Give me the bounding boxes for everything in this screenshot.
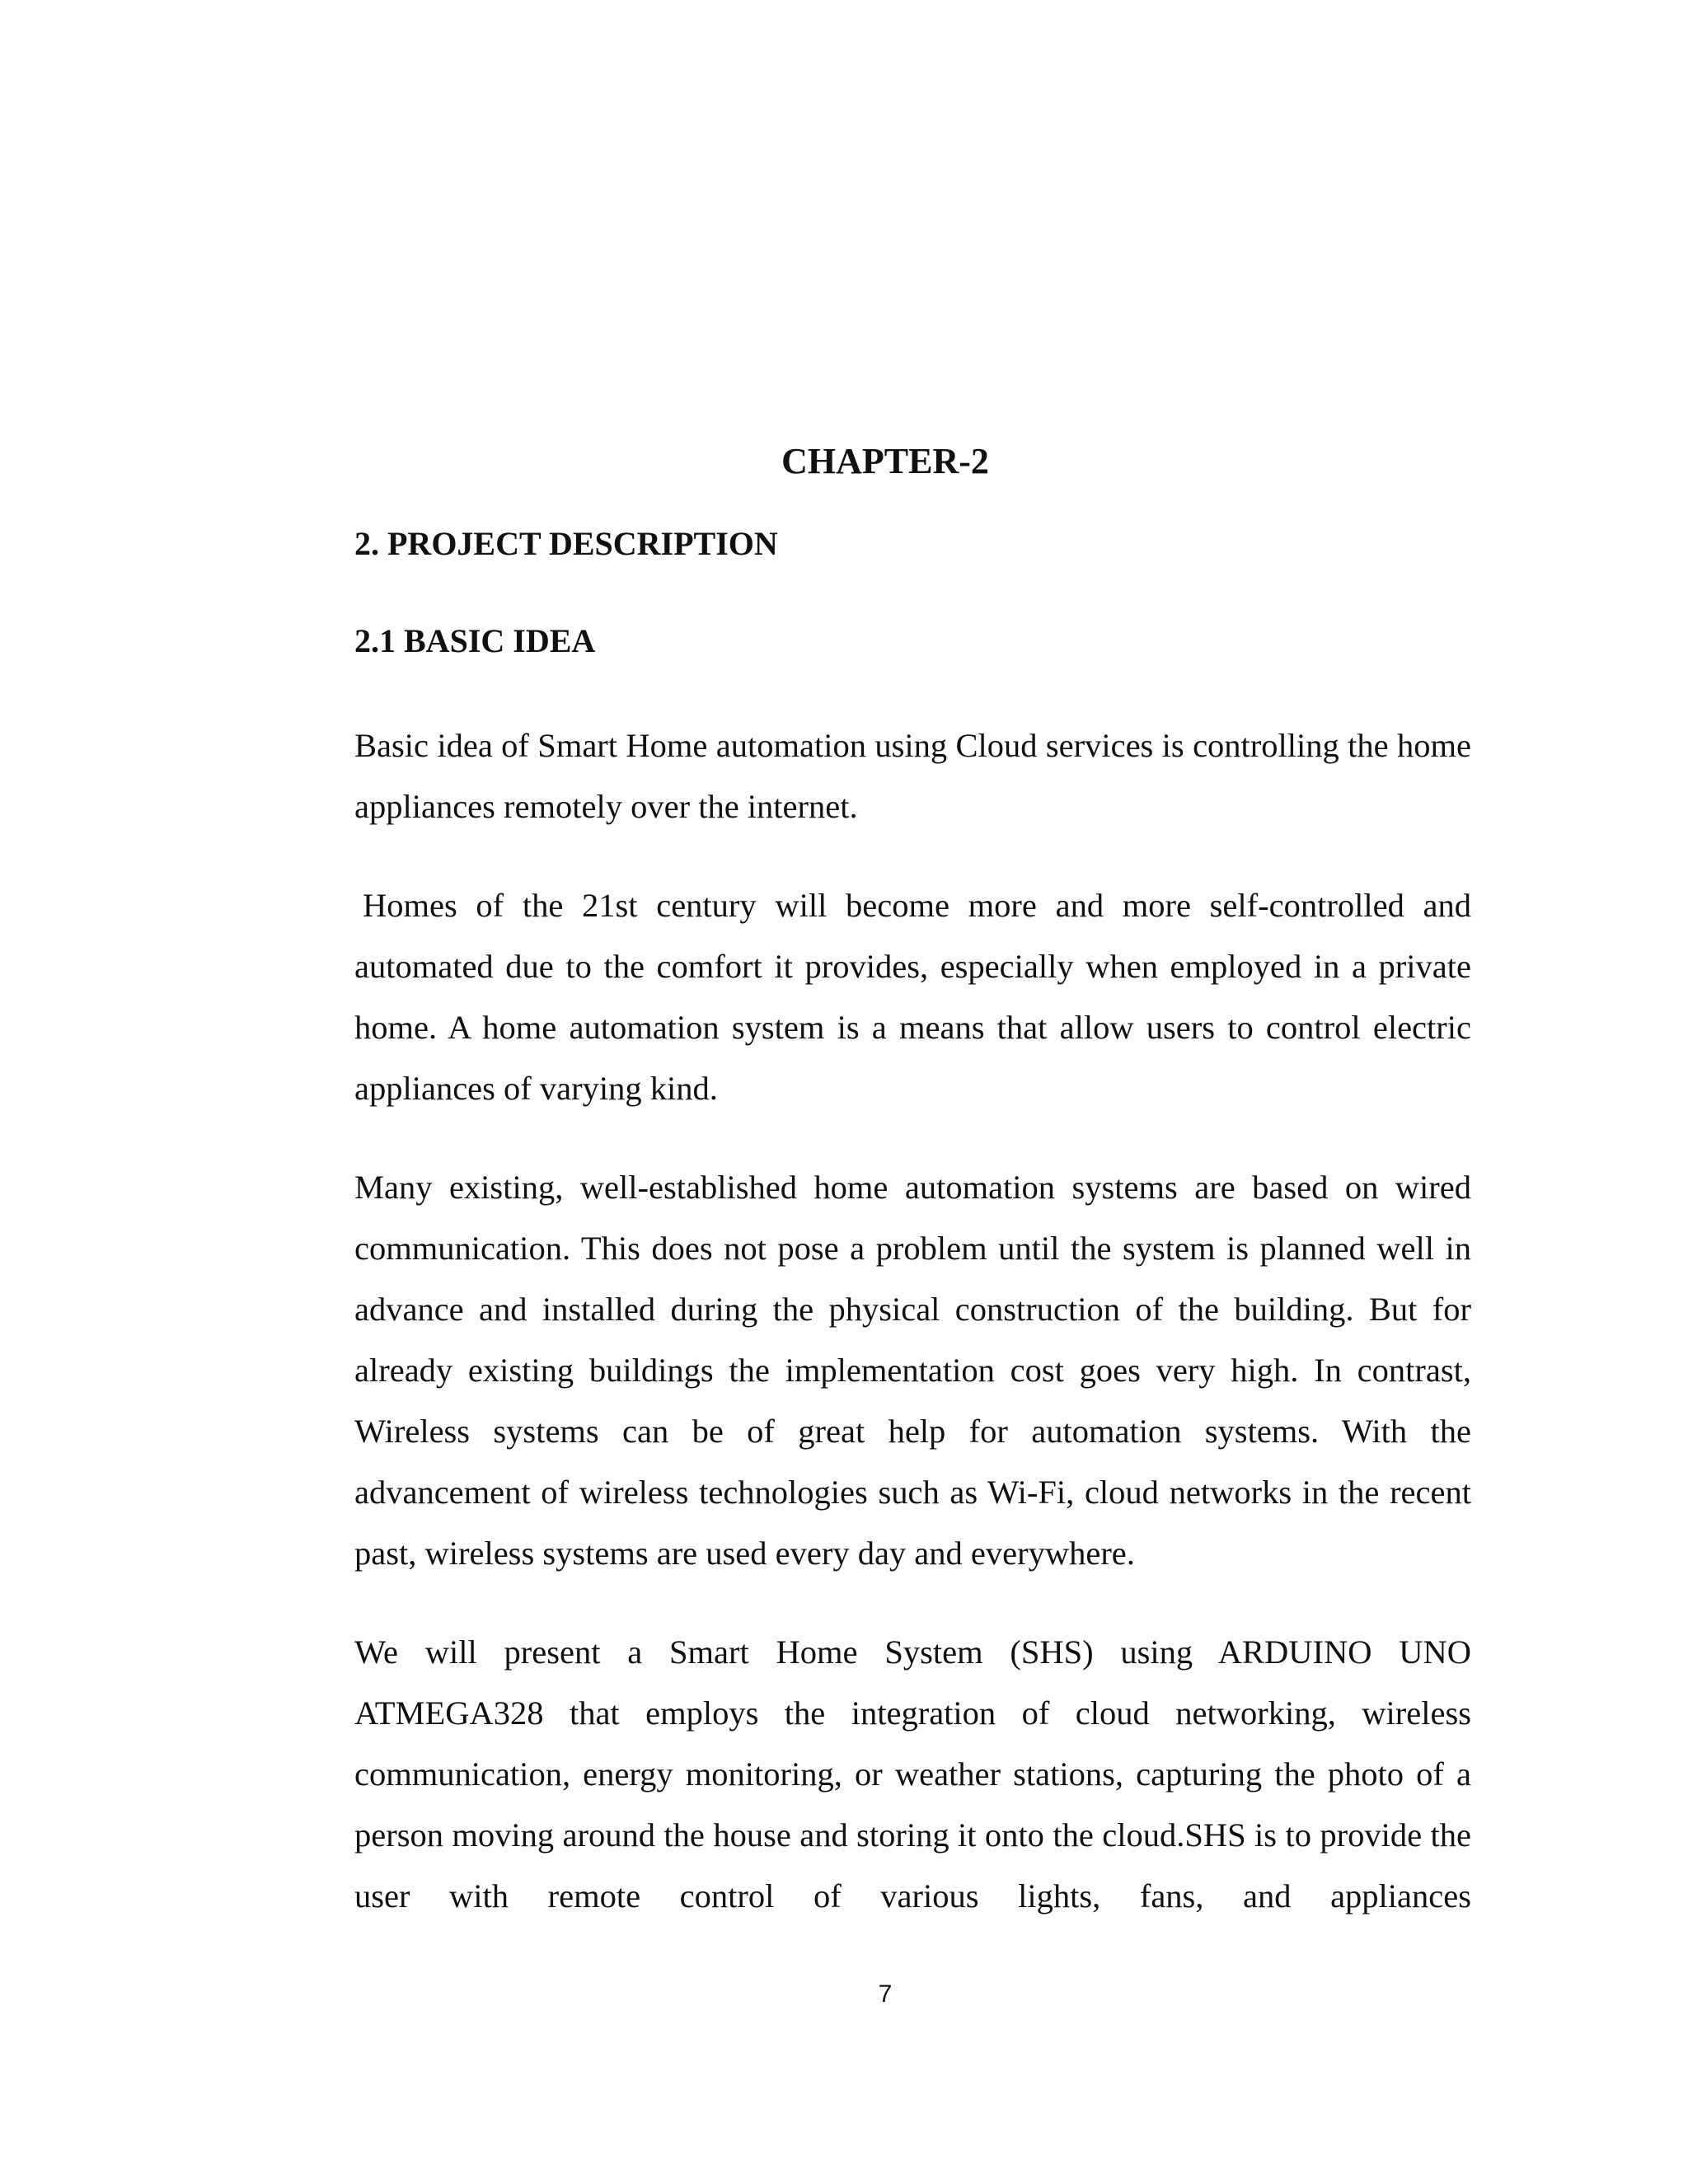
section-heading: 2. PROJECT DESCRIPTION <box>354 525 778 562</box>
body-text <box>354 715 1471 1965</box>
paragraph-basic-idea: Basic idea of Smart Home automation using Cloud services is controlling the home appliances remotely over the internet. <box>354 727 1471 825</box>
chapter-title: CHAPTER-2 <box>781 441 989 481</box>
subsection-heading: 2.1 BASIC IDEA <box>354 622 596 659</box>
page-number: 7 <box>878 1980 893 2008</box>
paragraph-smart-home-system: We will present a Smart Home System (SHS) using ARDUINO UNO ATMEGA328 that employs the integration of cloud networking, wireless communication, energy monitoring, or weather stations, capturing the photo of a person moving around the house and storing it onto the cloud.SHS is to provide the user with remote control of various lights, fans, and appliances <box>354 1633 1471 1915</box>
paragraph-wired-vs-wireless: Many existing, well-established home automation systems are based on wired communication. This does not pose a problem until the system is planned well in advance and installed during the physical construction of the building. But for already existing buildings the implementation cost goes very high. In contrast, Wireless systems can be of great help for automation systems. With the advancement of wireless technologies such as Wi-Fi, cloud networks in the recent past, wireless systems are used every day and everywhere. <box>354 1169 1471 1572</box>
paragraph-homes-21st-century: Homes of the 21st century will become more and more self-controlled and automated due to the comfort it provides, especially when employed in a private home. A home automation system is a means that allow users to control electric appliances of varying kind. <box>354 887 1471 1107</box>
